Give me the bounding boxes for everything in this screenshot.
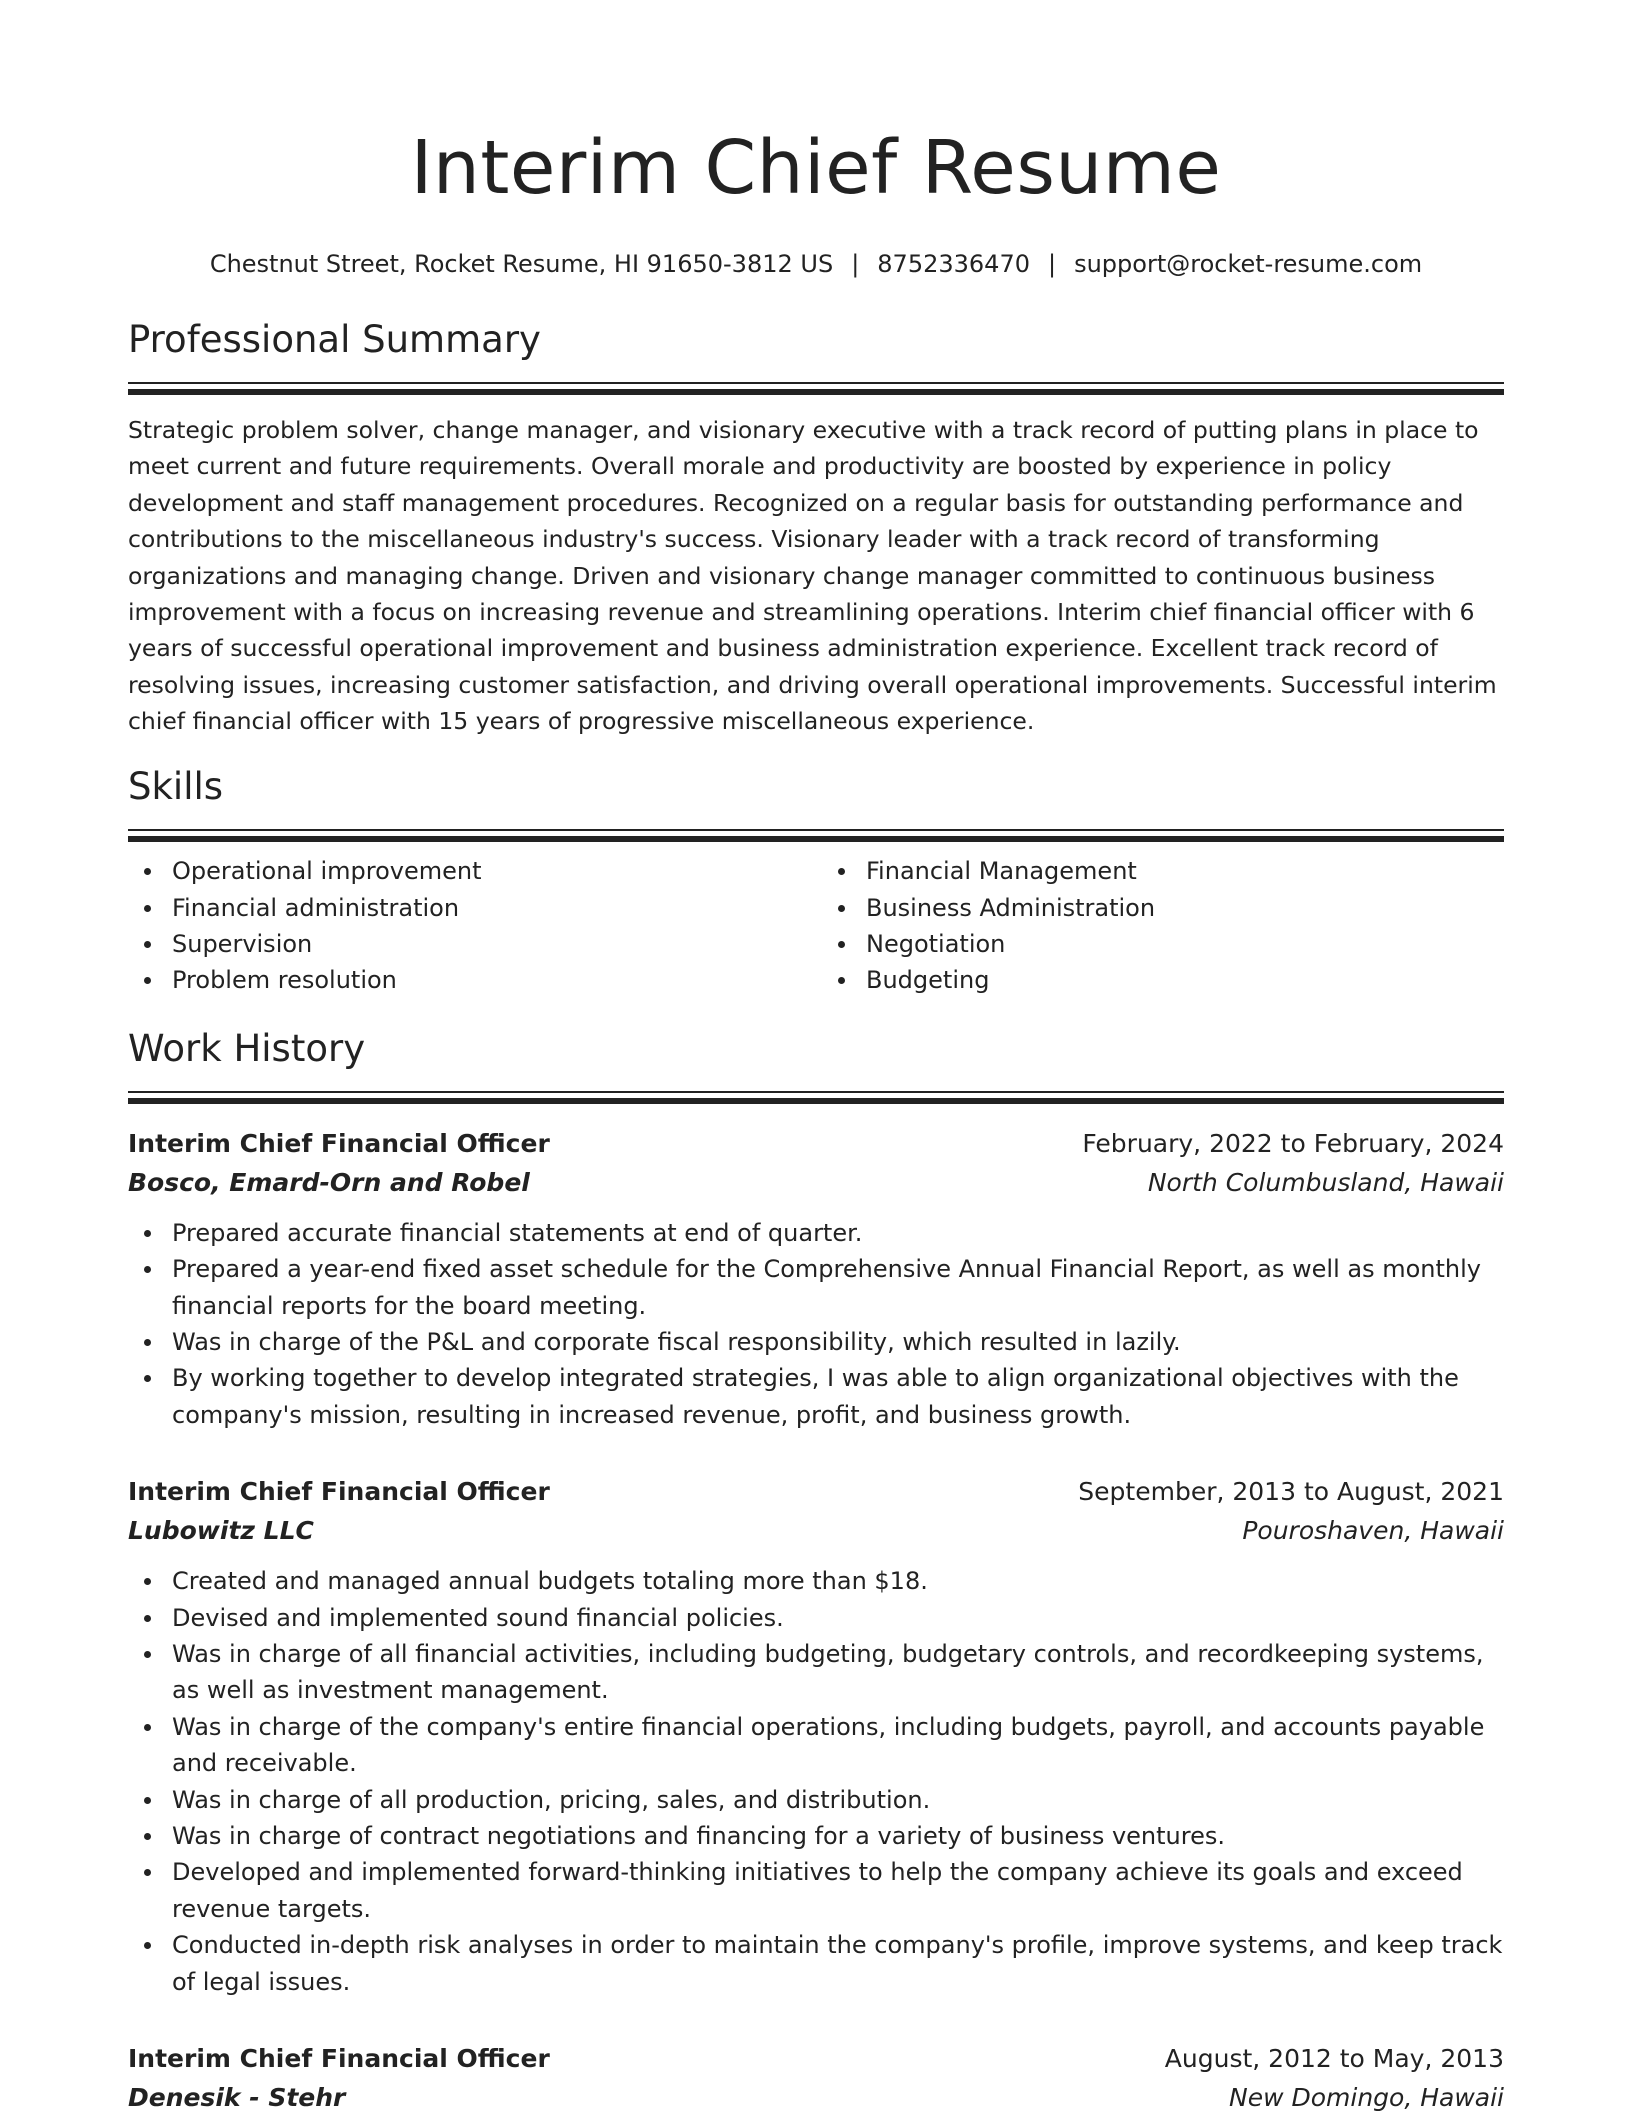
skill-item: Business Administration [866,890,1504,926]
work-history-section [128,1025,1504,2118]
job-company: Denesik - Stehr [128,2083,346,2113]
duty-item: Was in charge of contract negotiations and financing for a variety of business ventures. [172,1818,1504,1854]
job-location: North Columbusland, Hawaii [1147,1167,1504,1197]
skill-item: Negotiation [866,926,1504,962]
skills-right-column [816,853,1504,999]
duty-item: Created and managed annual budgets totaling more than $18. [172,1563,1504,1599]
section-heading: Work History [128,1026,366,1070]
duty-item: Conducted in-depth risk analyses in order to maintain the company's profile, improve systems, and keep track of legal issues. [172,1927,1504,2000]
job-title-row [128,1125,1504,1163]
skills-left-column [128,853,816,999]
contact-phone: 8752336470 [877,250,1030,278]
section-divider [128,382,1504,396]
summary-text: Strategic problem solver, change manager, and visionary executive with a track record of putting plans in place to meet current and future requirements. Overall morale and productivity are boosted by experience in policy development and staff management procedures. Recognized on a regular basis for outstanding performance and contributions to the miscellaneous industry's success. Visionary leader with a track record of transforming organizations and managing change. Driven and visionary change manager committed to continuous business improvement with a focus on increasing revenue and streamlining operations. Interim chief financial officer with 6 years of successful operational improvement and business administration experience. Excellent track record of resolving issues, increasing customer satisfaction, and driving overall operational improvements. Successful interim chief financial officer with 15 years of progressive miscellaneous experience. [128,416,1497,736]
job-dates: September, 2013 to August, 2021 [1078,1477,1504,1507]
job-duties [128,1215,1504,1433]
job-company-row [128,1163,1504,1203]
duty-item: By working together to develop integrated strategies, I was able to align organizational objectives with the company's mission, resulting in increased revenue, profit, and business growth. [172,1360,1504,1433]
duty-item: Devised and implemented sound financial policies. [172,1600,1504,1636]
job-location: Pouroshaven, Hawaii [1242,1516,1504,1546]
job-company-row [128,1511,1504,1551]
skill-item: Problem resolution [172,962,816,998]
duty-item: Was in charge of all production, pricing, sales, and distribution. [172,1782,1504,1818]
skills-grid [128,853,1504,999]
duty-item: Was in charge of the P&L and corporate fiscal responsibility, which resulted in lazily. [172,1324,1504,1360]
skill-item: Budgeting [866,962,1504,998]
job-entry [128,1125,1504,1433]
skill-item: Operational improvement [172,853,816,889]
contact-line [128,246,1504,282]
job-dates: August, 2012 to May, 2013 [1164,2044,1504,2074]
job-dates: February, 2022 to February, 2024 [1082,1128,1504,1158]
job-company: Bosco, Emard-Orn and Robel [128,1167,530,1197]
job-duties [128,1563,1504,2000]
job-company-row [128,2078,1504,2118]
job-title: Interim Chief Financial Officer [128,2044,550,2074]
section-divider [128,829,1504,843]
duty-item: Prepared accurate financial statements at end of quarter. [172,1215,1504,1251]
duty-item: Prepared a year-end fixed asset schedule for the Comprehensive Annual Financial Report, as well as monthly financial reports for the board meeting. [172,1251,1504,1324]
duty-item: Developed and implemented forward-thinking initiatives to help the company achieve its goals and exceed revenue targets. [172,1854,1504,1927]
skill-item: Financial administration [172,890,816,926]
job-company: Lubowitz LLC [128,1516,314,1546]
skill-item: Financial Management [866,853,1504,889]
professional-summary-section [128,316,1504,740]
duty-item: Was in charge of the company's entire financial operations, including budgets, payroll, and accounts payable and receivable. [172,1709,1504,1782]
contact-address: Chestnut Street, Rocket Resume, HI 91650-3812 US [209,250,834,278]
skills-section [128,763,1504,999]
contact-email: support@rocket-resume.com [1074,250,1423,278]
skill-item: Supervision [172,926,816,962]
duty-item: Was in charge of all financial activities, including budgeting, budgetary controls, and recordkeeping systems, as well as investment management. [172,1636,1504,1709]
job-location: New Domingo, Hawaii [1229,2083,1504,2113]
resume-title: Interim Chief Resume [410,125,1222,211]
job-entry [128,2040,1504,2118]
section-divider [128,1091,1504,1105]
job-title: Interim Chief Financial Officer [128,1477,550,1507]
job-title: Interim Chief Financial Officer [128,1128,550,1158]
job-entry [128,1473,1504,2000]
contact-separator: | [851,250,860,278]
section-heading: Skills [128,765,224,809]
contact-separator: | [1047,250,1057,278]
section-heading: Professional Summary [128,318,541,361]
job-title-row [128,2040,1504,2078]
job-title-row [128,1473,1504,1511]
